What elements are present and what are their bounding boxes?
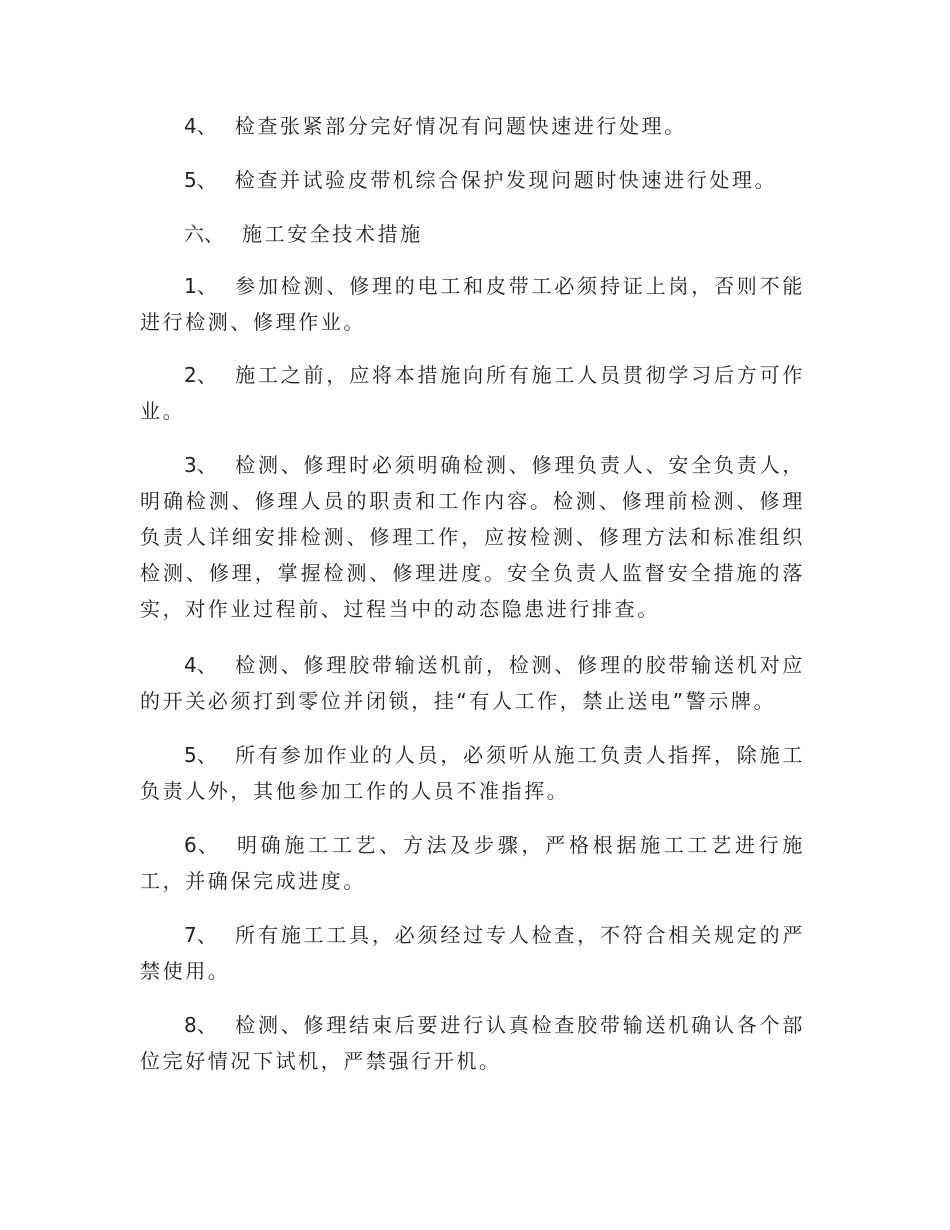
paragraph-text: 明确施工工艺、方法及步骤，严格根据施工工艺进行施工，并确保完成进度。 (140, 833, 805, 893)
item-number: 4、 (184, 653, 218, 677)
paragraph-text: 检测、修理胶带输送机前，检测、修理的胶带输送机对应的开关必须打到零位并闭锁，挂“有人工作，禁止送电”警示牌。 (140, 653, 806, 713)
item-number: 6、 (184, 833, 219, 857)
paragraph-measure-4 (140, 647, 805, 719)
paragraph-measure-6 (140, 827, 805, 899)
paragraph-text: 检测、修理结束后要进行认真检查胶带输送机确认各个部位完好情况下试机，严禁强行开机。 (140, 1013, 806, 1073)
paragraph-measure-2 (140, 357, 805, 429)
paragraph-measure-8 (140, 1007, 805, 1079)
paragraph-text: 所有施工工具，必须经过专人检查，不符合相关规定的严禁使用。 (140, 923, 806, 983)
paragraph-text: 检查并试验皮带机综合保护发现问题时快速进行处理。 (234, 168, 778, 192)
section-title: 施工安全技术措施 (242, 222, 423, 246)
paragraph-text: 参加检测、修理的电工和皮带工必须持证上岗，否则不能进行检测、修理作业。 (140, 274, 806, 334)
paragraph-measure-3 (140, 447, 805, 627)
paragraph-text: 施工之前，应将本措施向所有施工人员贯彻学习后方可作业。 (140, 363, 806, 423)
item-number: 4、 (184, 114, 217, 138)
section-number: 六、 (184, 222, 224, 246)
item-number: 8、 (184, 1013, 218, 1037)
item-number: 1、 (184, 274, 218, 298)
paragraph-measure-1 (140, 268, 805, 340)
item-number: 7、 (184, 923, 218, 947)
item-number: 3、 (184, 453, 218, 477)
item-number: 2、 (184, 363, 218, 387)
paragraph-measure-5 (140, 737, 805, 809)
paragraph-text: 检查张紧部分完好情况有问题快速进行处理。 (234, 114, 687, 138)
section-heading-six (140, 216, 805, 252)
paragraph-item-4-tension-check (140, 108, 805, 144)
paragraph-item-5-protection-test (140, 162, 805, 198)
paragraph-measure-7 (140, 917, 805, 989)
item-number: 5、 (184, 743, 218, 767)
paragraph-text: 检测、修理时必须明确检测、修理负责人、安全负责人，明确检测、修理人员的职责和工作内容。检测、修理前检测、修理负责人详细安排检测、修理工作，应按检测、修理方法和标准组织检测、修理，掌握检测、修理进度。安全负责人监督安全措施的落实，对作业过程前、过程当中的动态隐患进行排查。 (140, 453, 806, 621)
item-number: 5、 (184, 168, 217, 192)
paragraph-text: 所有参加作业的人员，必须听从施工负责人指挥，除施工负责人外，其他参加工作的人员不准指挥。 (140, 743, 806, 803)
